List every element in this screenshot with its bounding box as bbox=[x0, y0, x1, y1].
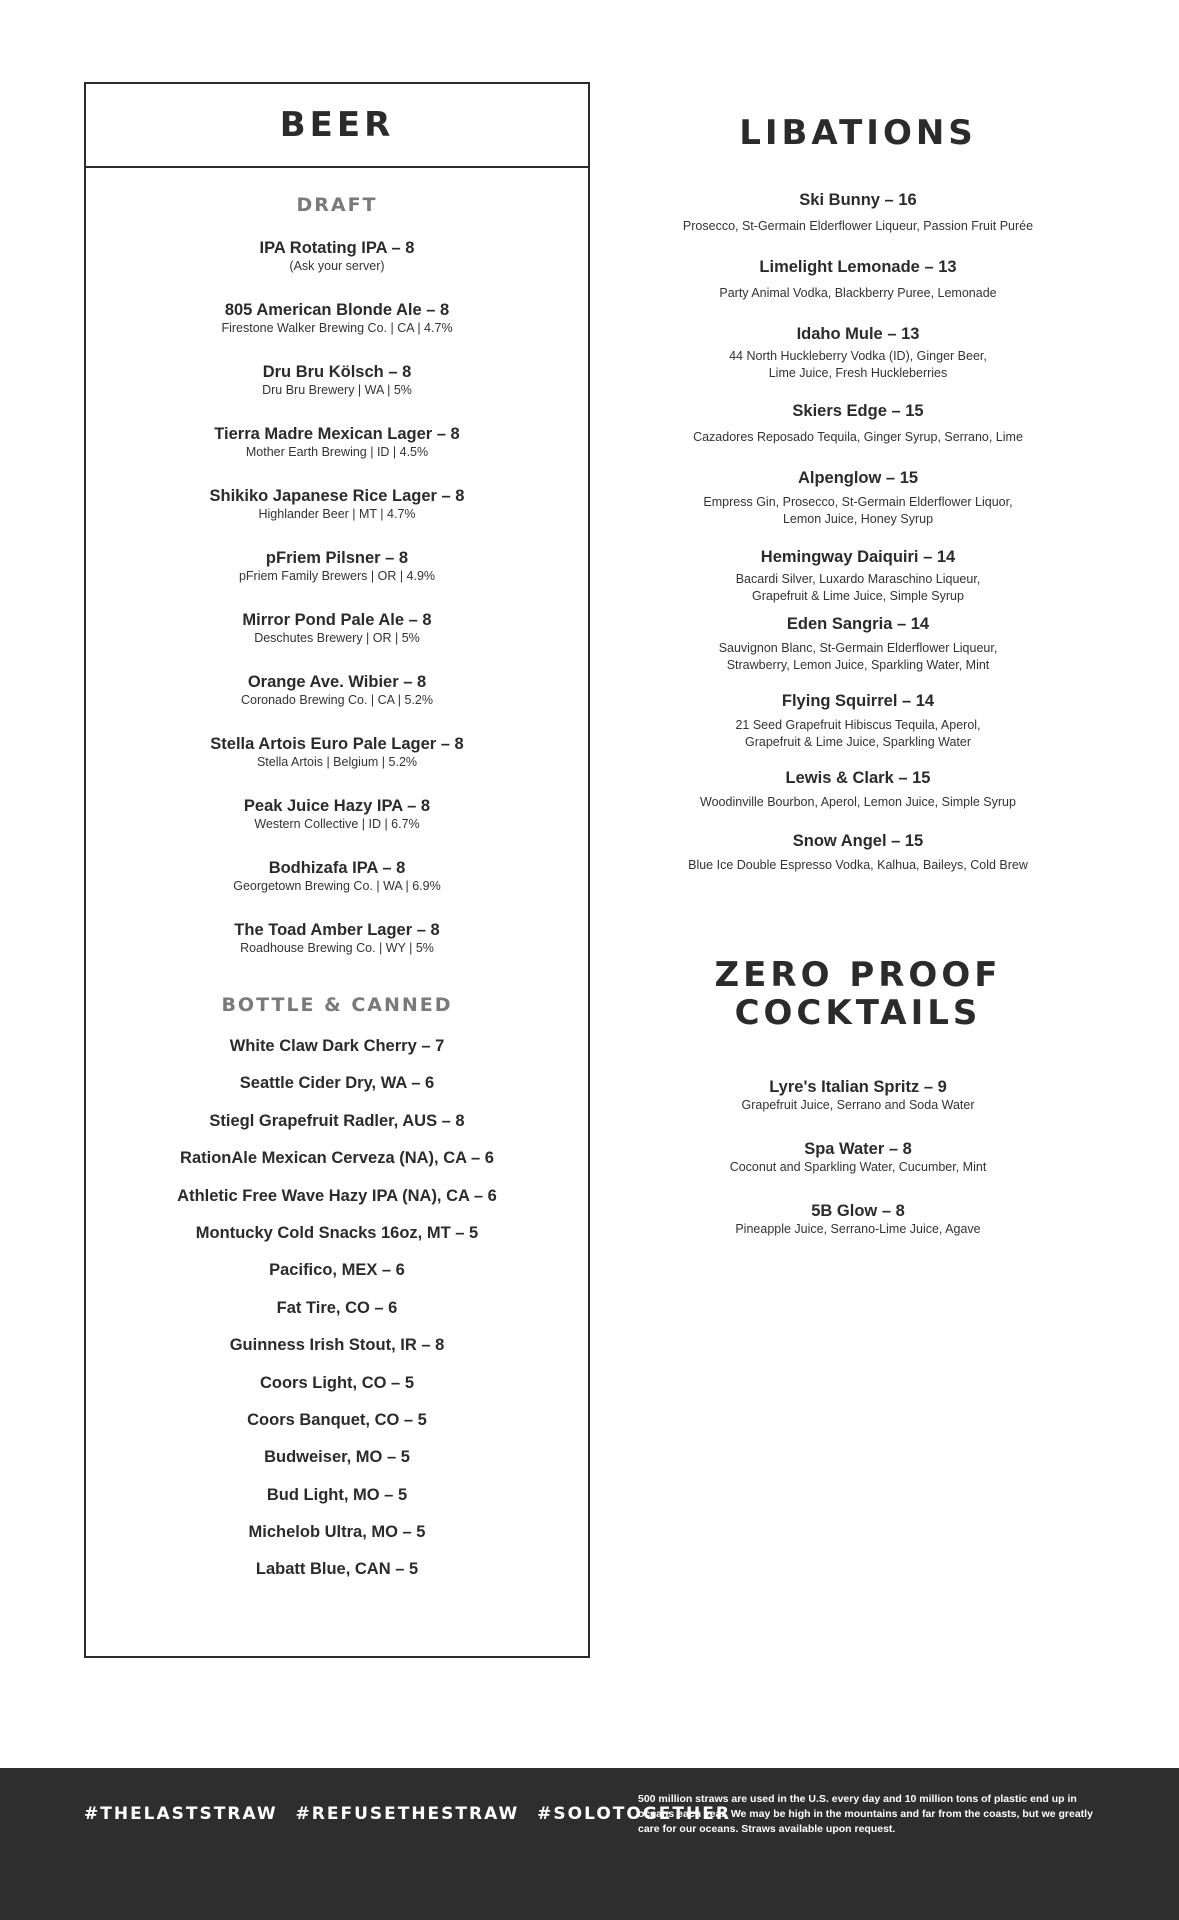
zero-proof-desc: Pineapple Juice, Serrano-Lime Juice, Agave bbox=[735, 1222, 981, 1236]
draft-item bbox=[86, 796, 588, 858]
draft-item-desc: Western Collective | ID | 6.7% bbox=[254, 817, 420, 831]
libation-name: Snow Angel – 15 bbox=[792, 832, 924, 850]
zero-proof-name: Spa Water – 8 bbox=[804, 1140, 912, 1158]
draft-item-name: Dru Bru Kölsch – 8 bbox=[262, 363, 412, 381]
zero-proof-desc: Grapefruit Juice, Serrano and Soda Water bbox=[741, 1098, 975, 1112]
draft-item bbox=[86, 858, 588, 920]
libation-item bbox=[660, 324, 1056, 401]
draft-item-name: Orange Ave. Wibier – 8 bbox=[247, 673, 427, 691]
libation-name: Lewis & Clark – 15 bbox=[785, 769, 931, 787]
bottle-section-title: BOTTLE & CANNED bbox=[221, 994, 453, 1016]
bottle-item: Michelob Ultra, MO – 5 bbox=[248, 1523, 426, 1542]
zero-proof-title bbox=[660, 956, 1056, 1032]
bottle-item: Coors Light, CO – 5 bbox=[259, 1373, 414, 1392]
libation-desc: Strawberry, Lemon Juice, Sparkling Water, Mint bbox=[726, 658, 990, 672]
libation-desc: Cazadores Reposado Tequila, Ginger Syrup, Serrano, Lime bbox=[693, 430, 1023, 444]
draft-item bbox=[86, 424, 588, 486]
libation-name: Alpenglow – 15 bbox=[797, 469, 919, 487]
bottle-list bbox=[86, 1036, 588, 1597]
libation-item bbox=[660, 401, 1056, 468]
draft-item-desc: Deschutes Brewery | OR | 5% bbox=[254, 631, 420, 645]
libation-desc: Blue Ice Double Espresso Vodka, Kalhua, Baileys, Cold Brew bbox=[688, 858, 1028, 872]
zero-proof-item bbox=[660, 1077, 1056, 1139]
draft-item-name: 805 American Blonde Ale – 8 bbox=[224, 301, 450, 319]
hashtag: #REFUSETHESTRAW bbox=[295, 1804, 520, 1824]
zero-proof-name: 5B Glow – 8 bbox=[811, 1202, 905, 1220]
draft-item bbox=[86, 610, 588, 672]
draft-item bbox=[86, 672, 588, 734]
libation-item bbox=[660, 190, 1056, 257]
libation-name: Ski Bunny – 16 bbox=[799, 191, 917, 209]
libation-item bbox=[660, 691, 1056, 768]
draft-item bbox=[86, 920, 588, 982]
bottle-item: Fat Tire, CO – 6 bbox=[276, 1298, 398, 1317]
libations-list bbox=[660, 190, 1056, 894]
zero-proof-list bbox=[660, 1077, 1056, 1263]
draft-item-name: The Toad Amber Lager – 8 bbox=[234, 921, 440, 939]
draft-item-name: Tierra Madre Mexican Lager – 8 bbox=[214, 425, 460, 443]
libation-desc: Empress Gin, Prosecco, St-Germain Elderflower Liquor, bbox=[703, 495, 1013, 509]
libation-desc: 44 North Huckleberry Vodka (ID), Ginger Beer, bbox=[729, 349, 987, 363]
draft-item-desc: pFriem Family Brewers | OR | 4.9% bbox=[238, 569, 436, 583]
bottle-item: White Claw Dark Cherry – 7 bbox=[229, 1037, 445, 1055]
draft-item-name: Stella Artois Euro Pale Lager – 8 bbox=[210, 735, 464, 753]
libation-name: Flying Squirrel – 14 bbox=[781, 692, 935, 710]
draft-item-name: Bodhizafa IPA – 8 bbox=[268, 859, 406, 877]
bottle-item: Budweiser, MO – 5 bbox=[264, 1448, 410, 1467]
draft-item bbox=[86, 362, 588, 424]
libation-desc: Lemon Juice, Honey Syrup bbox=[782, 512, 934, 526]
draft-item-desc: Roadhouse Brewing Co. | WY | 5% bbox=[240, 941, 434, 955]
libation-desc: Prosecco, St-Germain Elderflower Liqueur, Passion Fruit Purée bbox=[682, 219, 1034, 233]
beer-title: BEER bbox=[279, 105, 395, 145]
draft-item bbox=[86, 548, 588, 610]
draft-section-title: DRAFT bbox=[296, 194, 378, 216]
zero-proof-name: Lyre's Italian Spritz – 9 bbox=[769, 1078, 947, 1096]
hashtag: #THELASTSTRAW bbox=[84, 1804, 278, 1824]
straw-note: 500 million straws are used in the U.S. every day and 10 million tons of plastic end up in oceans each year. We may be high in the mountains and far from the coasts, but we greatly care for our oceans. Straws available upon request. bbox=[638, 1793, 1093, 1835]
bottle-item: Labatt Blue, CAN – 5 bbox=[255, 1560, 419, 1579]
draft-item-desc: Coronado Brewing Co. | CA | 5.2% bbox=[240, 693, 433, 707]
zero-proof-desc: Coconut and Sparkling Water, Cucumber, Mint bbox=[729, 1160, 987, 1174]
libation-name: Hemingway Daiquiri – 14 bbox=[760, 548, 956, 566]
libation-name: Skiers Edge – 15 bbox=[792, 402, 924, 420]
bottle-item: Seattle Cider Dry, WA – 6 bbox=[239, 1074, 435, 1093]
draft-item-desc: Highlander Beer | MT | 4.7% bbox=[258, 507, 416, 521]
libation-name: Limelight Lemonade – 13 bbox=[759, 258, 957, 276]
draft-item bbox=[86, 238, 588, 300]
bottle-item: Athletic Free Wave Hazy IPA (NA), CA – 6 bbox=[177, 1186, 497, 1205]
draft-item-desc: (Ask your server) bbox=[289, 259, 385, 273]
libation-name: Idaho Mule – 13 bbox=[796, 325, 920, 343]
draft-item-desc: Mother Earth Brewing | ID | 4.5% bbox=[245, 445, 429, 459]
bottle-item: Stiegl Grapefruit Radler, AUS – 8 bbox=[209, 1111, 465, 1130]
libations-title: LIBATIONS bbox=[739, 113, 977, 153]
bottle-item: RationAle Mexican Cerveza (NA), CA – 6 bbox=[180, 1149, 494, 1168]
draft-item-name: Shikiko Japanese Rice Lager – 8 bbox=[209, 487, 465, 505]
draft-item-desc: Firestone Walker Brewing Co. | CA | 4.7% bbox=[221, 321, 453, 335]
libation-desc: Grapefruit & Lime Juice, Sparkling Water bbox=[744, 735, 971, 749]
draft-item-name: Mirror Pond Pale Ale – 8 bbox=[242, 611, 432, 629]
zero-proof-item bbox=[660, 1139, 1056, 1201]
libation-desc: Sauvignon Blanc, St-Germain Elderflower Liqueur, bbox=[718, 641, 998, 655]
hashtag: #SOLOTOGETHER bbox=[537, 1804, 731, 1824]
draft-item bbox=[86, 734, 588, 796]
beer-panel bbox=[84, 82, 590, 1658]
draft-item-desc: Georgetown Brewing Co. | WA | 6.9% bbox=[233, 879, 441, 893]
draft-item-desc: Stella Artois | Belgium | 5.2% bbox=[256, 755, 418, 769]
libation-desc: Grapefruit & Lime Juice, Simple Syrup bbox=[752, 589, 964, 603]
draft-list bbox=[86, 238, 588, 982]
bottle-item: Coors Banquet, CO – 5 bbox=[247, 1410, 427, 1429]
bottle-item: Pacifico, MEX – 6 bbox=[269, 1261, 405, 1280]
bottle-item: Montucky Cold Snacks 16oz, MT – 5 bbox=[195, 1223, 479, 1242]
bottle-item: Guinness Irish Stout, IR – 8 bbox=[229, 1336, 445, 1355]
zero-proof-title-line1: ZERO PROOF bbox=[714, 955, 1002, 995]
draft-item-name: IPA Rotating IPA – 8 bbox=[259, 239, 415, 257]
draft-item bbox=[86, 486, 588, 548]
libation-desc: 21 Seed Grapefruit Hibiscus Tequila, Aperol, bbox=[735, 718, 981, 732]
libation-item bbox=[660, 547, 1056, 614]
libation-desc: Bacardi Silver, Luxardo Maraschino Liqueur, bbox=[735, 572, 981, 586]
bottle-item: Bud Light, MO – 5 bbox=[266, 1485, 408, 1504]
libation-desc: Lime Juice, Fresh Huckleberries bbox=[768, 366, 948, 380]
draft-item-name: Peak Juice Hazy IPA – 8 bbox=[243, 797, 431, 815]
footer-bar bbox=[0, 1768, 1179, 1920]
libation-name: Eden Sangria – 14 bbox=[786, 615, 930, 633]
libation-item bbox=[660, 768, 1056, 831]
zero-proof-title-line2: COCKTAILS bbox=[734, 993, 982, 1033]
libation-item bbox=[660, 257, 1056, 324]
libation-item bbox=[660, 831, 1056, 894]
libation-desc: Party Animal Vodka, Blackberry Puree, Lemonade bbox=[719, 286, 997, 300]
draft-item bbox=[86, 300, 588, 362]
draft-item-desc: Dru Bru Brewery | WA | 5% bbox=[262, 383, 412, 397]
draft-item-name: pFriem Pilsner – 8 bbox=[265, 549, 409, 567]
zero-proof-item bbox=[660, 1201, 1056, 1263]
libation-item bbox=[660, 614, 1056, 691]
beer-header bbox=[86, 84, 588, 168]
libation-item bbox=[660, 468, 1056, 547]
libation-desc: Woodinville Bourbon, Aperol, Lemon Juice, Simple Syrup bbox=[700, 795, 1016, 809]
